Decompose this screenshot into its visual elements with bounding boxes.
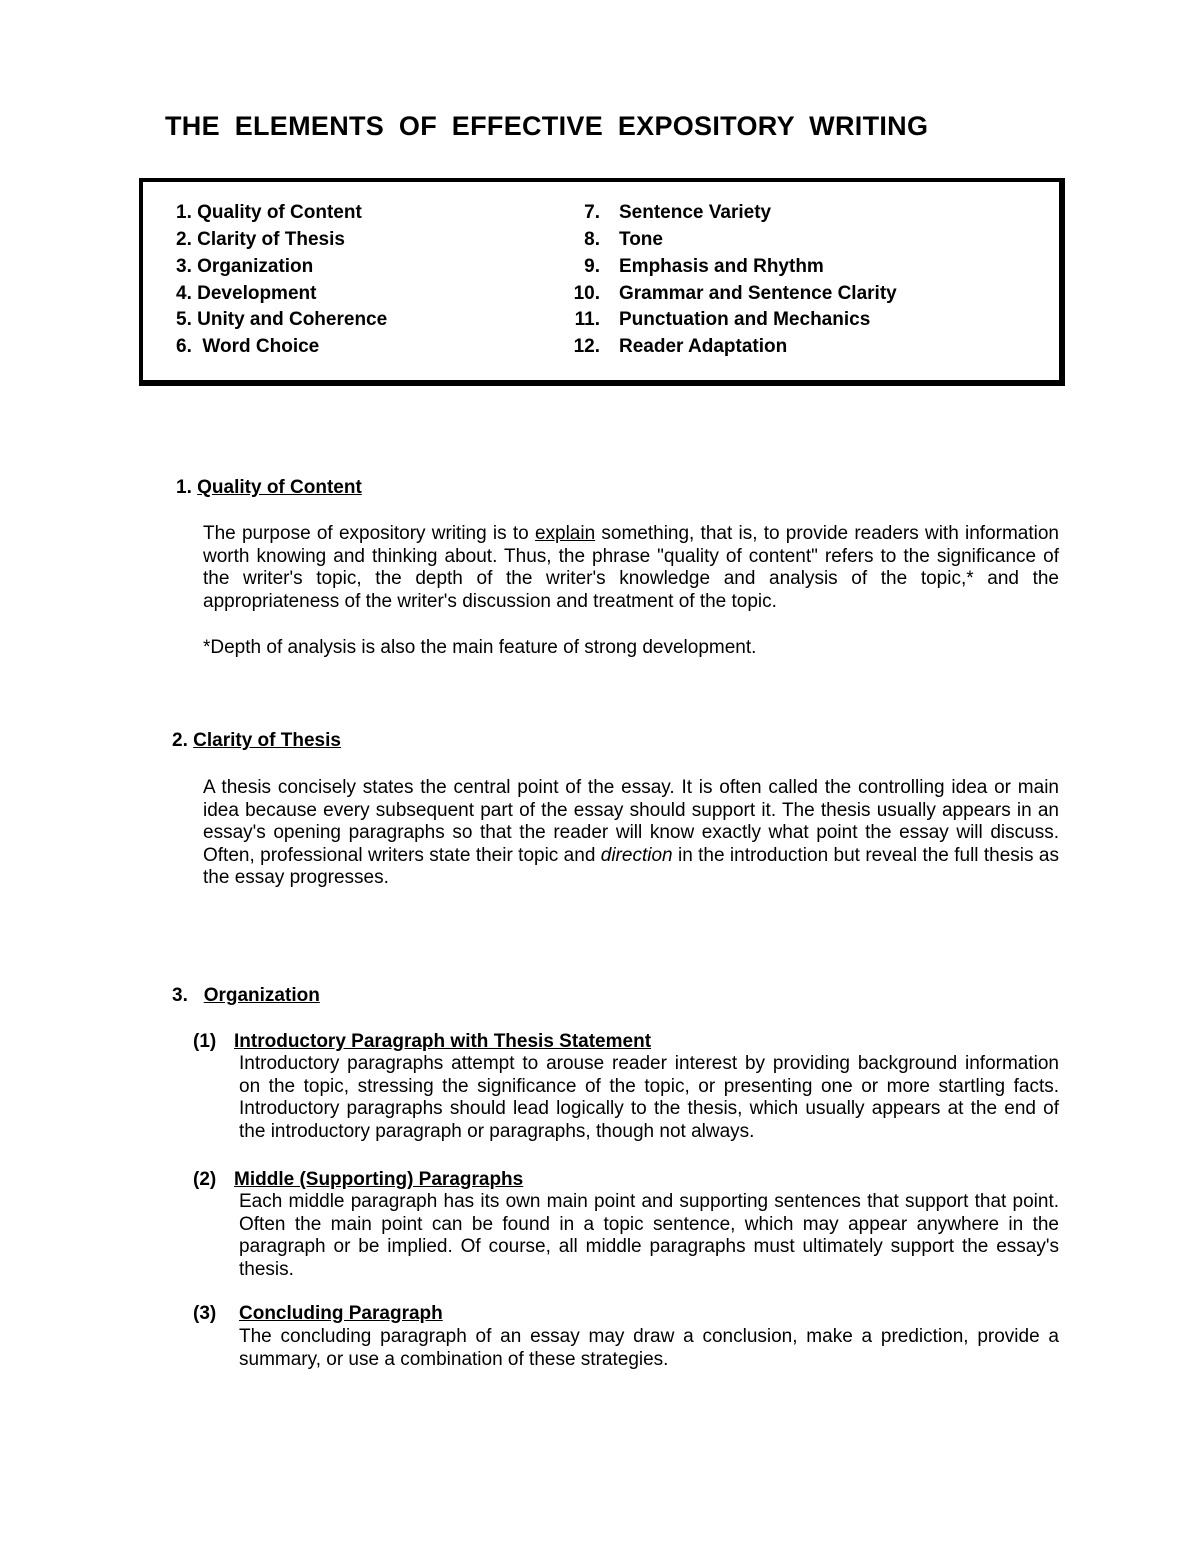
subitem-text-introductory: Introductory paragraphs attempt to arouse reader interest by providing background information on the topic, stressing the significance of the topic, or presenting one or more startling facts. Introductory paragraphs should lead logically to the thesis, which usually appears at the end of the introductory paragraph or paragraphs, though not always. — [239, 1053, 1059, 1142]
subitem-title-introductory: Introductory Paragraph with Thesis Statement — [234, 1031, 652, 1052]
toc-item-9: 9. Emphasis and Rhythm — [584, 256, 824, 277]
toc-item-5: 5. Unity and Coherence — [176, 309, 388, 330]
toc-item-11: 11. Punctuation and Mechanics — [574, 309, 871, 330]
section-heading-organization: 3. Organization — [172, 985, 320, 1006]
subitem-text-concluding: The concluding paragraph of an essay may draw a conclusion, make a prediction, provide a summary, or use a combination of these strategies. — [239, 1326, 1059, 1370]
toc-item-1: 1. Quality of Content — [176, 202, 362, 223]
toc-item-3: 3. Organization — [176, 256, 314, 277]
toc-item-2: 2. Clarity of Thesis — [176, 229, 345, 250]
section-heading-quality: 1. Quality of Content — [176, 477, 362, 498]
toc-item-8: 8. Tone — [584, 229, 663, 250]
toc-item-4: 4. Development — [176, 283, 317, 304]
toc-item-12: 12. Reader Adaptation — [573, 336, 788, 357]
footnote: *Depth of analysis is also the main feature of strong development. — [203, 637, 757, 658]
toc-item-10: 10. Grammar and Sentence Clarity — [573, 283, 897, 304]
section-paragraph-quality: The purpose of expository writing is to explain something, that is, to provide readers with information worth knowing and thinking about. Thus, the phrase "quality of content" refers to the significance of the writer's topic, the depth of the writer's knowledge and analysis of the topic,* and the appropriateness of the writer's discussion and treatment of the topic. — [203, 523, 1059, 612]
subitem-title-middle: Middle (Supporting) Paragraphs — [234, 1169, 524, 1190]
page-title: THE ELEMENTS OF EFFECTIVE EXPOSITORY WRITING — [165, 111, 929, 141]
toc-item-7: 7. Sentence Variety — [584, 202, 772, 223]
section-paragraph-thesis: A thesis concisely states the central point of the essay. It is often called the controlling idea or main idea because every subsequent part of the essay should support it. The thesis usually appears in an essay's opening paragraphs so that the reader will know exactly what point the essay will discuss. Often, professional writers state their topic and direction in the introduction but reveal the full thesis as the essay progresses. — [203, 777, 1059, 888]
subitem-number: (3) — [193, 1303, 217, 1324]
subitem-number: (2) — [193, 1169, 217, 1190]
subitem-title-concluding: Concluding Paragraph — [239, 1303, 443, 1324]
toc-item-6: 6. Word Choice — [176, 336, 320, 357]
subitem-text-middle: Each middle paragraph has its own main point and supporting sentences that support that point. Often the main point can be found in a topic sentence, which may appear anywhere in the paragraph or be implied. Of course, all middle paragraphs must ultimately support the essay's thesis. — [239, 1191, 1059, 1280]
section-heading-thesis: 2. Clarity of Thesis — [172, 730, 341, 751]
subitem-number: (1) — [193, 1031, 217, 1052]
